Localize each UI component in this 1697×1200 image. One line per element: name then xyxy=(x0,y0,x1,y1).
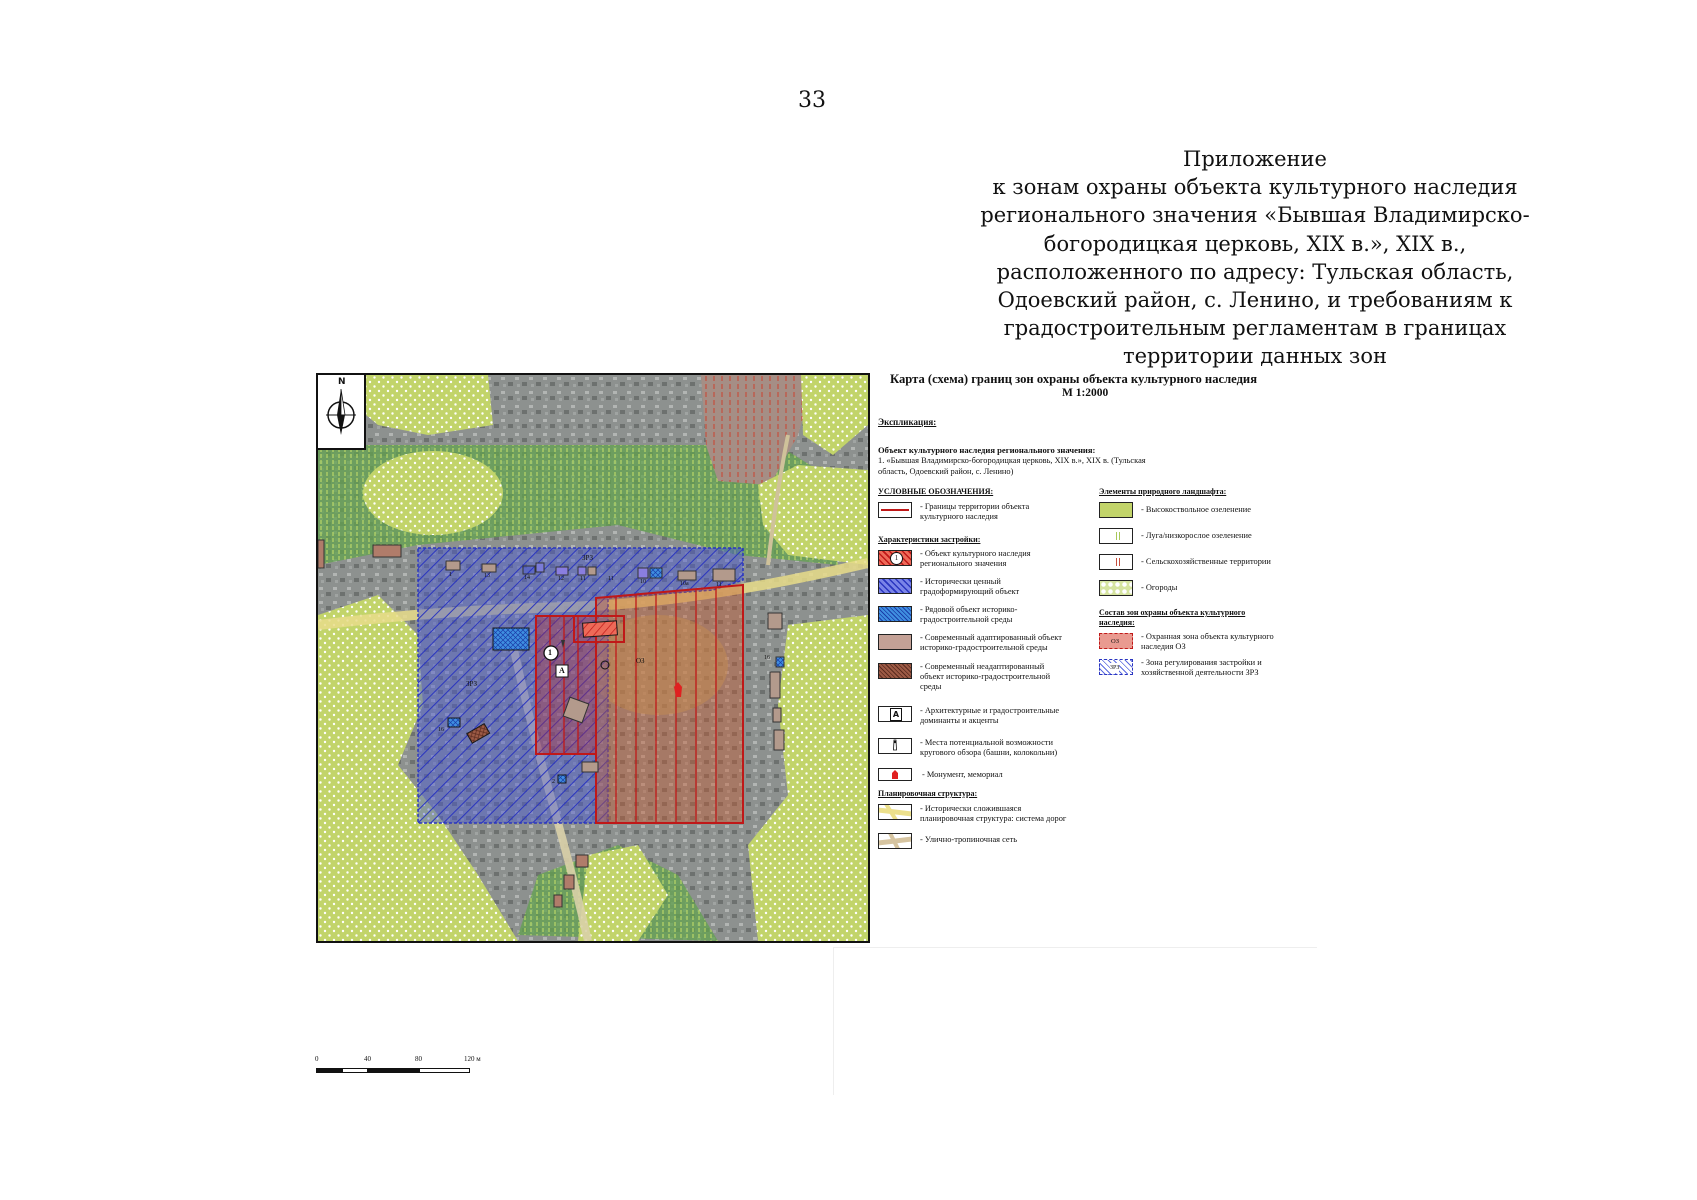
legend-text: - Зона регулирования застройки и xyxy=(1141,658,1262,667)
divider xyxy=(833,947,1317,948)
building-number: 11 xyxy=(716,582,722,588)
building-number: 1 xyxy=(449,572,452,578)
legend-text: - Архитектурные и градостроительные xyxy=(920,706,1060,715)
legend-text: - Исторически сложившаяся xyxy=(920,804,1022,813)
dominant-swatch xyxy=(878,706,912,722)
legend-text: - Охранная зона объекта культурного xyxy=(1141,632,1274,641)
modern-unadapted-swatch xyxy=(878,663,912,679)
legend-text: - Границы территории объекта xyxy=(920,502,1030,511)
scale-tick-label: 40 xyxy=(364,1055,371,1063)
legend-text: - Места потенциальной возможности xyxy=(920,738,1053,747)
legend-text: - Современный адаптированный объект xyxy=(920,633,1062,642)
legend-text: объект историко-градостроительной xyxy=(920,672,1051,681)
modern-adapted-swatch xyxy=(878,634,912,650)
legend-text: - Исторически ценный xyxy=(920,577,1001,586)
object-heading: Объект культурного наследия регионального значения: xyxy=(878,445,1096,455)
appendix-line: градостроительным регламентам в границах xyxy=(1003,316,1507,341)
appendix-line: Приложение xyxy=(1183,147,1327,171)
zone-label-zrz-top: ЗРЗ xyxy=(582,554,593,562)
historic-roads-swatch xyxy=(878,804,912,820)
zrz-swatch-label: ЗРЗ xyxy=(1110,665,1120,671)
legend-text: - Улично-тропиночная сеть xyxy=(920,835,1018,844)
object-text: область, Одоевский район, с. Ленино) xyxy=(878,467,1014,476)
heritage-object-swatch xyxy=(878,550,912,566)
north-label: N xyxy=(338,377,346,387)
legend-text: кругового обзора (башни, колокольни) xyxy=(920,748,1058,757)
monument-swatch xyxy=(878,768,912,781)
building-number: 10а xyxy=(680,581,689,587)
legend-scale-label: М 1:2000 xyxy=(1062,387,1109,399)
legend-text: наследия ОЗ xyxy=(1141,642,1186,651)
zone-label-oz: ОЗ xyxy=(636,657,645,665)
appendix-line: расположенного по адресу: Тульская область, xyxy=(996,259,1514,284)
building-number: 11 xyxy=(580,576,586,582)
legend-text: хозяйственной деятельности ЗРЗ xyxy=(1141,668,1259,677)
dominant-marker-icon: A xyxy=(890,708,902,721)
building-number: 2 xyxy=(552,779,555,785)
scale-segment xyxy=(342,1068,368,1073)
historic-object-swatch xyxy=(878,578,912,594)
zones-heading: Состав зон охраны объекта культурного xyxy=(1099,608,1246,617)
legend-text: - Современный неадаптированный xyxy=(920,662,1045,671)
symbols-heading: УСЛОВНЫЕ ОБОЗНАЧЕНИЯ: xyxy=(878,487,994,496)
street-network-swatch xyxy=(878,833,912,849)
legend-text: - Сельскохозяйственные территории xyxy=(1141,557,1271,566)
north-arrow xyxy=(318,375,366,450)
legend-text: планировочная структура: система дорог xyxy=(920,814,1067,823)
building-number: 16 xyxy=(438,727,444,733)
landscape-heading: Элементы природного ландшафта: xyxy=(1099,487,1227,496)
legend-text: - Высокоствольное озеленение xyxy=(1141,505,1251,514)
zones-heading: наследия: xyxy=(1099,618,1135,627)
building-number: 14 xyxy=(524,575,530,581)
building-number: 16 xyxy=(764,655,770,661)
zrz-zone-swatch xyxy=(1099,659,1133,675)
legend-text: градостроительной среды xyxy=(920,615,1013,624)
legend-text: - Рядовой объект историко- xyxy=(920,605,1018,614)
legend-text: культурного наследия xyxy=(920,512,998,521)
boundary-swatch xyxy=(878,502,912,518)
appendix-line: регионального значения «Бывшая Владимирско- xyxy=(980,203,1530,228)
oz-swatch-label: ОЗ xyxy=(1111,638,1119,645)
scale-tick-label: 120 м xyxy=(464,1055,481,1063)
appendix-line: территории данных зон xyxy=(1122,344,1388,369)
zone-map xyxy=(316,373,870,943)
tower-icon xyxy=(878,738,912,754)
object-marker-label: 1 xyxy=(548,648,552,657)
buildings-heading: Характеристики застройки: xyxy=(878,535,981,544)
appendix-header xyxy=(975,145,1535,371)
building-number: 10 xyxy=(640,579,646,585)
appendix-line: Одоевский район, с. Ленино, и требованиям к xyxy=(997,288,1513,313)
legend-text: среды xyxy=(920,682,942,691)
scale-segment xyxy=(419,1068,470,1073)
map-legend xyxy=(878,372,1308,872)
planning-heading: Планировочная структура: xyxy=(878,789,978,798)
building-number: 13 xyxy=(484,573,490,579)
monument-icon xyxy=(878,768,912,781)
scale-tick-label: 80 xyxy=(415,1055,422,1063)
compass-icon xyxy=(318,375,364,448)
scale-segment xyxy=(316,1068,342,1073)
appendix-line: богородицкая церковь, XIX в.», XIX в., xyxy=(1043,231,1467,256)
legend-text: - Огороды xyxy=(1141,583,1178,592)
scale-bar xyxy=(314,1055,484,1085)
road-pattern-icon xyxy=(878,804,912,820)
viewpoint-swatch xyxy=(878,738,912,754)
meadow-swatch xyxy=(1099,528,1133,544)
divider xyxy=(833,947,834,1095)
object-text: 1. «Бывшая Владимирско-богородицкая церковь, XIX в.», XIX в. (Тульская xyxy=(878,456,1146,465)
object-marker-icon: 1 xyxy=(890,552,903,565)
ordinary-object-swatch xyxy=(878,606,912,622)
appendix-line: к зонам охраны объекта культурного наследия xyxy=(992,175,1518,200)
scale-tick-label: 0 xyxy=(315,1055,319,1063)
legend-text: регионального значения xyxy=(920,559,1007,568)
building-number: 12 xyxy=(558,576,564,582)
legend-text: - Монумент, мемориал xyxy=(922,770,1003,779)
page-number: 33 xyxy=(798,88,826,113)
legend-text: - Объект культурного наследия xyxy=(920,549,1031,558)
dominant-marker-label: A xyxy=(559,666,565,675)
legend-title: Карта (схема) границ зон охраны объекта культурного наследия xyxy=(890,372,1258,386)
oz-zone-swatch xyxy=(1099,633,1133,649)
explication-heading: Экспликация: xyxy=(878,417,937,427)
scale-segment xyxy=(368,1068,419,1073)
map-labels xyxy=(318,375,868,941)
legend-text: доминанты и акценты xyxy=(920,716,999,725)
legend-text: - Луга/низкорослое озеленение xyxy=(1141,531,1252,540)
zone-label-zrz-left: ЗРЗ xyxy=(466,680,477,688)
agricultural-swatch xyxy=(1099,554,1133,570)
legend-text: историко-градостроительной среды xyxy=(920,643,1048,652)
building-number: 11 xyxy=(608,576,614,582)
path-pattern-icon xyxy=(878,833,912,849)
tall-greenery-swatch xyxy=(1099,502,1133,518)
legend-text: градоформирующий объект xyxy=(920,587,1020,596)
gardens-swatch xyxy=(1099,580,1133,596)
